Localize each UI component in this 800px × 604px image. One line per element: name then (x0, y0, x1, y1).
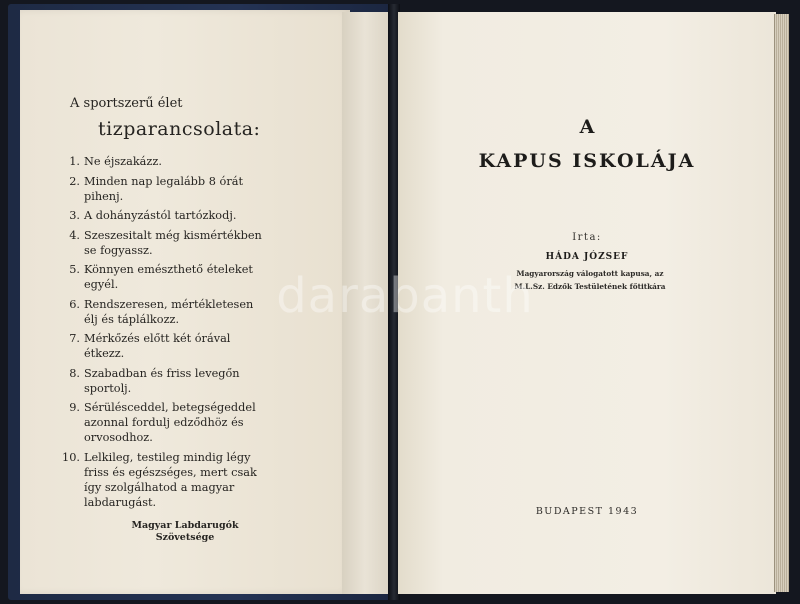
title-article: A (579, 116, 595, 138)
author-desc-line-2: M.L.Sz. Edzők Testületének főtitkára (514, 282, 666, 291)
rule-item: 10. Lelkileg, testileg mindig légy friss és egészséges, mert csak így szolgálhatod a magyar labdarugást. (62, 450, 257, 509)
rule-item: 3. A dohányzástól tartózkodj. (69, 209, 237, 222)
signature-line-1: Magyar Labdarugók (131, 519, 239, 531)
rule-item: 9. Sérülésceddel, betegségeddel azonnal fordulj edződhöz és orvosodhoz. (69, 401, 256, 444)
author-name: HÁDA JÓZSEF (545, 252, 629, 262)
rule-item: 8. Szabadban és friss levegőn sportolj. (69, 366, 240, 395)
rule-item: 5. Könnyen emészthető ételeket egyél. (69, 263, 253, 291)
federation-signature (100, 520, 270, 544)
page-edges (774, 14, 789, 592)
rule-item: 1. Ne éjszakázz. (69, 155, 162, 168)
rule-item: 6. Rendszeresen, mértékletesen élj és táplálkozz. (69, 297, 254, 326)
imprint: BUDAPEST 1943 (535, 506, 639, 517)
rule-item: 4. Szeszesitalt még kismértékben se fogyassz. (69, 228, 262, 257)
signature-line-2: Szövetsége (155, 531, 215, 543)
written-by-label: Irta: (572, 232, 602, 243)
rule-item: 7. Mérkőzés előtt két órával étkezz. (69, 332, 231, 360)
book-title: KAPUS ISKOLÁJA (478, 150, 696, 172)
rule-item: 2. Minden nap legalább 8 órát pihenj. (69, 174, 243, 203)
rules-list (60, 154, 270, 510)
rules-intro: A sportszerű élet (70, 96, 183, 111)
watermark: darabanth (276, 268, 534, 324)
rules-title: tizparancsolata: (98, 118, 261, 140)
author-desc-line-1: Magyarország válogatott kapusa, az (516, 269, 664, 278)
